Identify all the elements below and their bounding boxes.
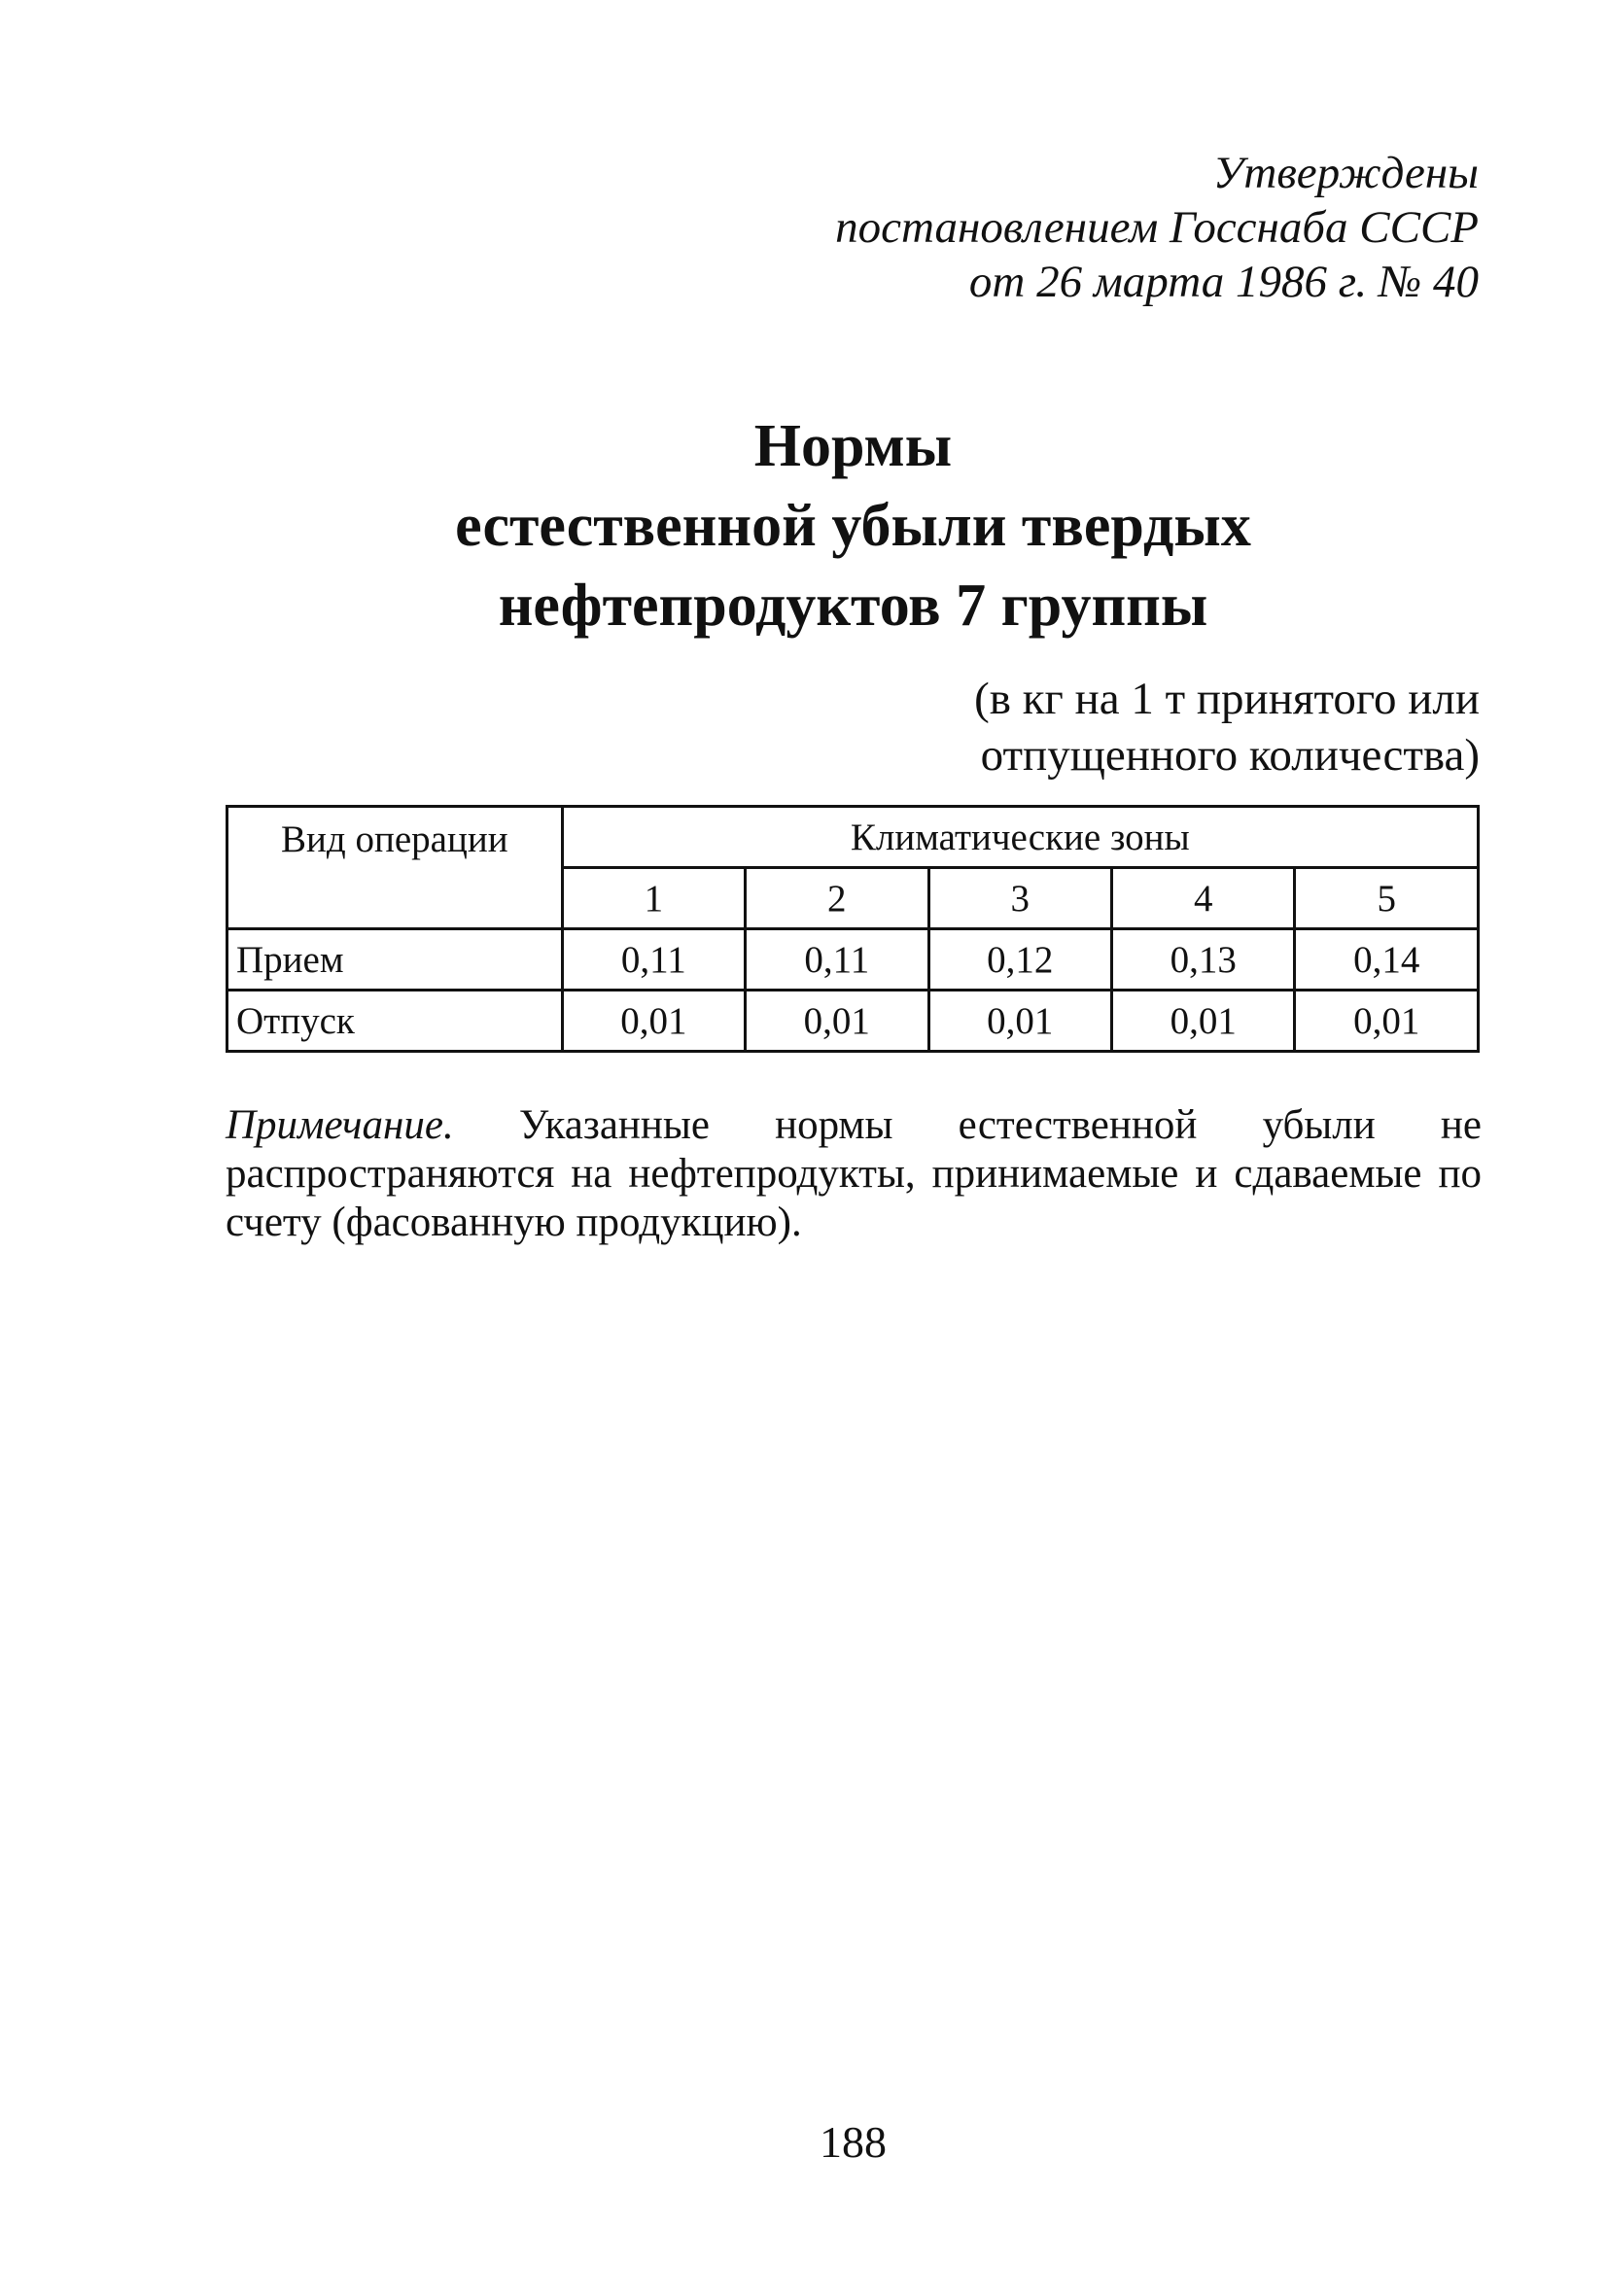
units-line: (в кг на 1 т принятого или — [974, 674, 1480, 724]
table-cell: 0,01 — [1295, 991, 1479, 1052]
approval-line: от 26 марта 1986 г. № 40 — [968, 257, 1479, 307]
zone-header: 2 — [746, 868, 928, 929]
approval-line: постановлением Госснаба СССР — [835, 202, 1479, 253]
footnote — [226, 1101, 1482, 1247]
footnote-text: Указанные нормы естественной убыли не распространяются на нефтепродукты, принимаемые и сдаваемые по счету (фасованную продукцию). — [226, 1102, 1482, 1245]
title-line: Нормы — [753, 413, 953, 479]
approval-line: Утверждены — [1212, 148, 1479, 198]
zone-header: 4 — [1112, 868, 1295, 929]
table-header-row — [227, 807, 1479, 868]
approval-stamp — [835, 146, 1479, 309]
title-line: естественной убыли твердых — [455, 493, 1251, 559]
header-operation: Вид операции — [227, 807, 563, 929]
table-row — [227, 991, 1479, 1052]
table-cell: 0,01 — [562, 991, 745, 1052]
title-line: нефтепродуктов 7 группы — [498, 573, 1208, 639]
table-cell: 0,01 — [928, 991, 1111, 1052]
zone-header: 3 — [928, 868, 1111, 929]
table-cell: 0,13 — [1112, 929, 1295, 991]
footnote-lead: Примечание. — [226, 1102, 454, 1148]
table-row — [227, 929, 1479, 991]
table-cell: 0,11 — [746, 929, 928, 991]
row-label: Отпуск — [227, 991, 563, 1052]
norms-table — [226, 805, 1480, 1053]
units-line: отпущенного количества) — [980, 730, 1480, 781]
table-cell: 0,01 — [1112, 991, 1295, 1052]
table-cell: 0,14 — [1295, 929, 1479, 991]
table-cell: 0,11 — [562, 929, 745, 991]
table-cell: 0,12 — [928, 929, 1111, 991]
table-cell: 0,01 — [746, 991, 928, 1052]
row-label: Прием — [227, 929, 563, 991]
page-number: 188 — [820, 2117, 887, 2167]
zone-header: 1 — [562, 868, 745, 929]
units-note — [974, 671, 1480, 783]
header-climatic-zones: Климатические зоны — [562, 807, 1478, 868]
document-title — [0, 406, 1607, 645]
zone-header: 5 — [1295, 868, 1479, 929]
